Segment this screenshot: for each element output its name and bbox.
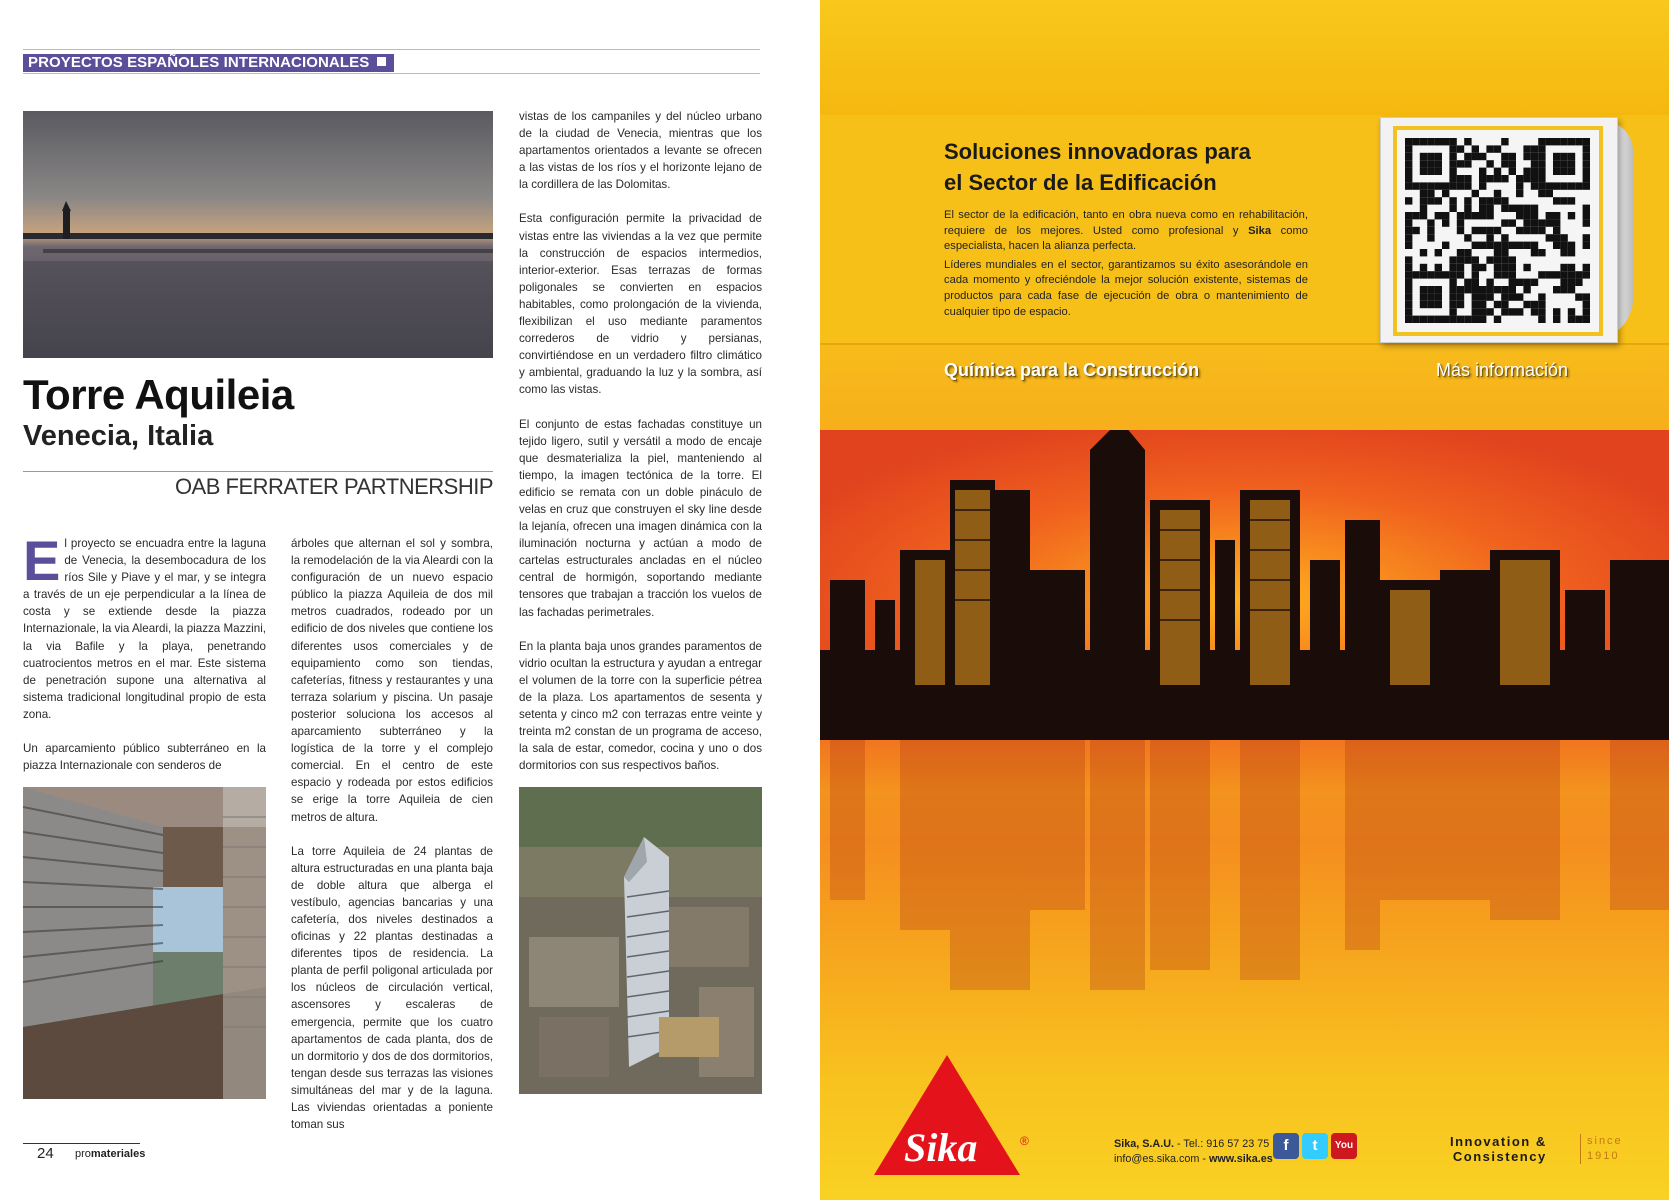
- title-rule: [23, 471, 493, 472]
- lagoon-photo: [23, 111, 493, 358]
- tagline: Química para la Construcción: [944, 360, 1200, 380]
- youtube-icon[interactable]: You: [1331, 1133, 1357, 1159]
- svg-text:®: ®: [1020, 1134, 1029, 1148]
- city-reflection: [820, 740, 1669, 990]
- contact-email[interactable]: info@es.sika.com: [1114, 1153, 1200, 1165]
- city-skyline: [820, 430, 1669, 740]
- twitter-icon[interactable]: t: [1302, 1133, 1328, 1159]
- sika-logo-text: Sika: [904, 1125, 978, 1170]
- header-rule-bottom: [23, 73, 760, 74]
- article-column-1: El proyecto se encuadra entre la laguna de Venecia, la desembocadura de los ríos Sile y Piave y el mar, y se integra a través de un eje perpendicular a la línea de costa y se extiende desde la piazza Internazionale, la via Aleardi, la piazza Mazzini, la via Bafile y la playa, penetrando cuatrocientos metros en el mar. Este sistema de penetración supone una alternativa al sistema tradicional longitudinal propio de esta zona. Un aparcamiento público subterráneo en la piazza Internazionale con senderos de: [23, 529, 266, 773]
- ad-headline: Soluciones innovadoras para el Sector de la Edificación: [944, 139, 1251, 195]
- article-title: Torre Aquileia: [23, 371, 294, 418]
- article-column-3: vistas de los campaniles y del núcleo urbano de la ciudad de Venecia, mientras que los apartamentos orientados a levante se ofrecen a las vistas de los ríos y el horizonte lejano de la cordillera de las Dolomitas. Esta configuración permite la privacidad de vistas entre las viviendas a la vez que permite la construcción de espacios intermedios, interior-exterior. Esas terrazas de formas poligonales se convierten en espacios habitables, como prolongación de la vivienda, flexibilizan el uso mediante paramentos correderos de vidrio y persianas, convirtiéndose en un verdadero filtro climático y ambiental, graduando la luz y la sombra, así como las vistas. El conjunto de estas fachadas constituye un tejido ligero, sutil y versátil a modo de encaje que desmaterializa la piel, manteniendo al tiempo, la imagen tectónica de la torre. El edificio se remata con un doble pináculo de velas en cruz que construyen el sky line desde la lejanía, ofrecen una imagen dinámica con la iluminación nocturna y actúan a modo de cartelas estructurales ancladas en el núcleo central de hormigón, soportando mediante tensores que trabajan a tracción los vuelos de las fachadas perimetrales. En la planta baja unos grandes paramentos de vidrio ocultan la estructura y ayudan a entregar el volumen de la torre con la superficie pétrea de la plaza. Los apartamentos de sesenta y setenta y cinco m2 con terrazas entre veinte y treinta m2 constan de un programa de acceso, la sala de estar, comedor, cocina y uno o dos dormitorios con sus respectivos baños.: [519, 110, 762, 773]
- more-info-link[interactable]: Más información: [1436, 360, 1569, 380]
- section-tag: PROYECTOS ESPAÑOLES INTERNACIONALES: [23, 54, 394, 72]
- slogan: Innovation & Consistency: [1450, 1134, 1547, 1164]
- article-subtitle: Venecia, Italia: [23, 420, 214, 452]
- ad-top-band: [820, 0, 1669, 115]
- ad-body: El sector de la edificación, tanto en obra nueva como en rehabilitación, requiere de los mejores. Usted como profesional y Sika como especialista, hacen la alianza perfecta. Líderes mundiales en el sector, garantizamos su éxito asesorándole en cada momento y ofreciéndole la mejor solución existente, sistemas de productos para cada fase de ejecución de obra o mantenimiento de cualquier tipo de espacio.: [944, 209, 1308, 318]
- facebook-icon[interactable]: f: [1273, 1133, 1299, 1159]
- article-column-2: árboles que alternan el sol y sombra, la remodelación de la via Aleardi con la configuración de un nuevo espacio público la piazza Aquileia de dos mil metros cuadrados, rodeado por un edificio de dos niveles que contiene los diferentes usos comerciales y de equipamiento como son tiendas, cafeterías, fitness y restaurantes y una terraza solarium y piscina. Un pasaje posterior soluciona los accesos al aparcamiento subterráneo y la logística de la torre y el complejo comercial. En el centro de este espacio y rodeada por estos edificios se erige la torre Aquileia de cien metros de altura. La torre Aquileia de 24 plantas de altura estructuradas en una planta baja de doble altura que alberga el vestíbulo, agencias bancarias y una cafetería, dos niveles destinados a oficinas y 22 plantas destinadas a diferentes tipos de residencia. La planta de perfil poligonal articulada por los núcleos de circulación vertical, ascensores y escaleras de emergencia, permite que los cuatro apartamentos de cada planta, dos de un dormitorio y dos de dos dormitorios, tengan desde sus terrazas las visiones simultáneas del mar y de la laguna. Las viviendas orientadas a poniente toman sus: [291, 537, 493, 1132]
- sika-logo: [872, 1053, 1032, 1178]
- aerial-tower-photo: [519, 787, 762, 1094]
- contact-info: Sika, S.A.U. - Tel.: 916 57 23 75 info@es.sika.com - www.sika.es: [1114, 1138, 1273, 1165]
- architect-firm: OAB FERRATER PARTNERSHIP: [174, 474, 493, 499]
- qr-code-image: [1381, 118, 1617, 342]
- balcony-photo: [23, 787, 266, 1099]
- left-page: [0, 0, 820, 1200]
- footer-rule: [23, 1143, 140, 1144]
- header-rule-top: [23, 49, 760, 50]
- qr-code[interactable]: [1380, 117, 1618, 343]
- dropcap: E: [23, 529, 61, 592]
- page-number: 24: [37, 1145, 54, 1162]
- magazine-name: promateriales: [75, 1148, 146, 1160]
- contact-website[interactable]: www.sika.es: [1208, 1153, 1273, 1165]
- since-badge: since 1910: [1580, 1134, 1623, 1164]
- right-page-ad: [820, 0, 1669, 1200]
